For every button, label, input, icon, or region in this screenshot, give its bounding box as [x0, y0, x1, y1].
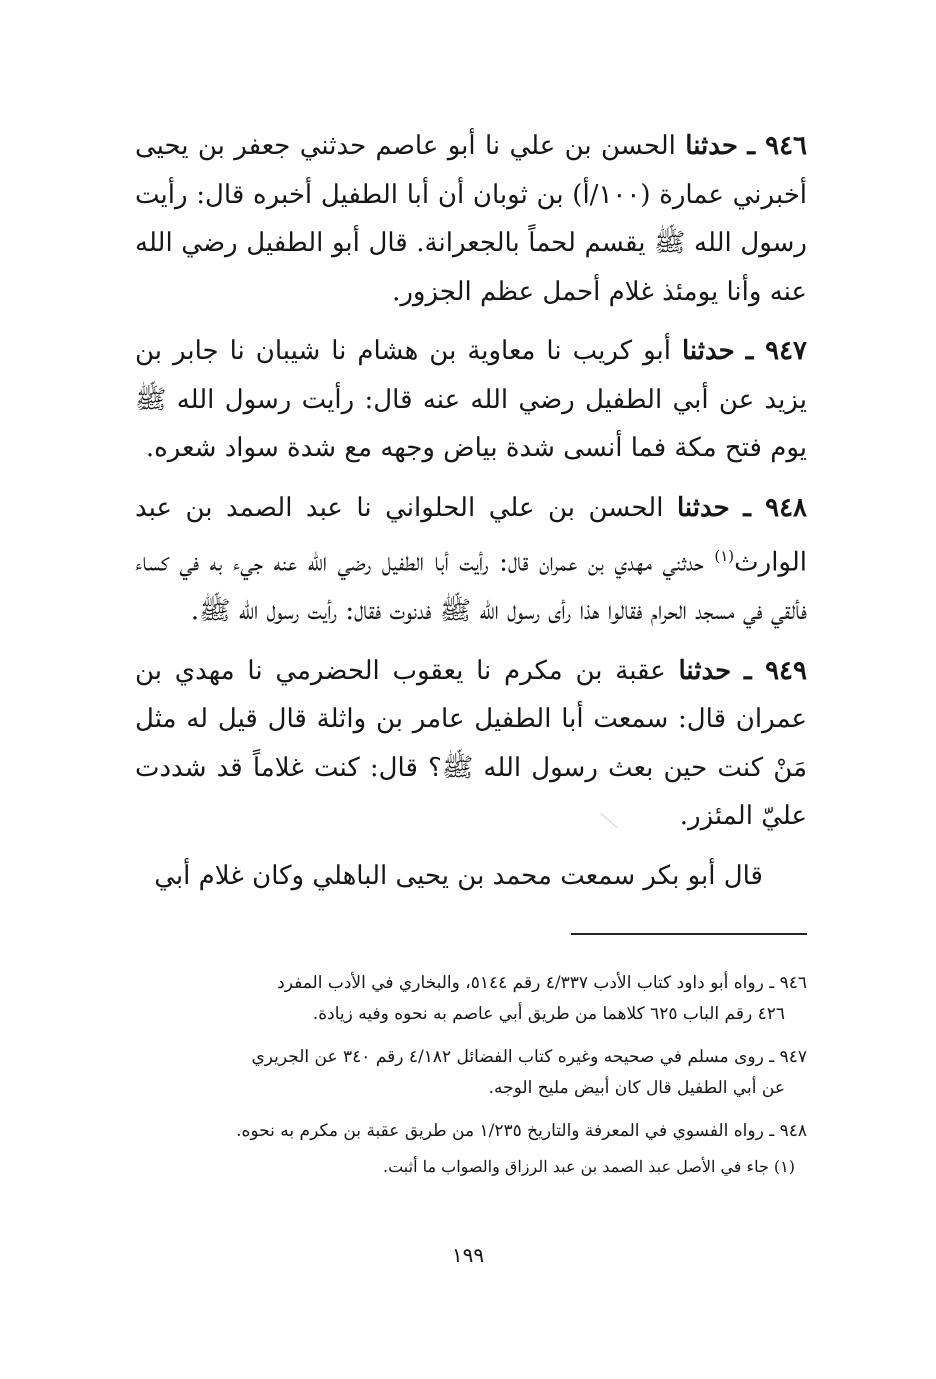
footnote-reference: (١): [714, 547, 735, 565]
hadith-keyword: حدثنا: [685, 131, 738, 161]
footnote-text: روى مسلم في صحيحه وغيره كتاب الفضائل ٤/١٨٢ رقم ٣٤٠ عن الجريري: [251, 1047, 764, 1067]
footnote-947: [135, 1042, 807, 1104]
hadith-number: ٩٤٨ ـ: [743, 492, 808, 523]
footnote-948: [135, 1116, 807, 1147]
hadith-947: [135, 327, 807, 473]
footnotes: [135, 968, 807, 1194]
hadith-text-continued: حدثني مهدي بن عمران قال: رأيت أبا الطفيل رضي الله عنه جيء به في كساء فألقي في مسجد الحرام فقالوا هذا رأى رسول الله ﷺ فدنوت فقال: رأيت رسول الله ﷺ.: [135, 547, 807, 627]
hadith-keyword: حدثنا: [678, 655, 732, 686]
hadith-text: أبو كريب نا معاوية بن هشام نا شيبان نا جابر بن يزيد عن أبي الطفيل رضي الله عنه قال: رأيت رسول الله ﷺ يوم فتح مكة فما أنسى شدة بياض وجهه مع شدة سواد شعره.: [135, 336, 807, 463]
footnote-note-1: (١) جاء في الأصل عبد الصمد بن عبد الرزاق والصواب ما أثبت.: [383, 1157, 795, 1176]
hadith-946: [135, 122, 807, 316]
page-number: ١٩٩: [451, 1243, 485, 1267]
hadith-948: [135, 484, 807, 636]
hadith-text: الحسن بن علي نا أبو عاصم حدثني جعفر بن يحيى أخبرني عمارة (١٠٠/أ) بن ثوبان أن أبا الطفيل أخبره قال: رأيت رسول الله ﷺ يقسم لحماً بالجعرانة. قال أبو الطفيل رضي الله عنه وأنا يومئذ غلام أحمل عظم الجزور.: [135, 131, 807, 307]
footnote-separator: [571, 933, 807, 935]
hadith-keyword: حدثنا: [681, 336, 735, 366]
footnote-text: رواه أبو داود كتاب الأدب ٤/٣٣٧ رقم ٥١٤٤، والبخاري في الأدب المفرد: [277, 973, 764, 993]
footnote-946: [135, 968, 807, 1030]
footnote-number: ٩٤٦ ـ: [769, 973, 807, 993]
hadith-number: ٩٤٧ ـ: [745, 336, 808, 366]
hadith-number: ٩٤٦ ـ: [747, 131, 808, 161]
hadith-949: [135, 647, 807, 841]
footnote-text-continued: ٤٢٦ رقم الباب ٦٢٥ كلاهما من طريق أبي عاصم به نحوه وفيه زيادة.: [312, 1004, 785, 1024]
continuing-paragraph: قال أبو بكر سمعت محمد بن يحيى الباهلي وكان غلام أبي: [154, 860, 763, 891]
footnote-number: ٩٤٧ ـ: [769, 1047, 807, 1067]
hadith-text: عقبة بن مكرم نا يعقوب الحضرمي نا مهدي بن عمران قال: سمعت أبا الطفيل عامر بن واثلة قال قيل له مثل مَنْ كنت حين بعث رسول الله ﷺ؟ قال: كنت غلاماً قد شددت عليّ المئزر.: [135, 655, 807, 832]
main-text: [135, 122, 807, 911]
hadith-text: الحسن بن علي الحلواني نا عبد الصمد بن عبد الوارث: [135, 492, 807, 578]
footnote-text: رواه الفسوي في المعرفة والتاريخ ١/٢٣٥ من طريق عقبة بن مكرم به نحوه.: [236, 1121, 764, 1141]
footnote-number: ٩٤٨ ـ: [769, 1121, 807, 1141]
footnote-text-continued: عن أبي الطفيل قال كان أبيض مليح الوجه.: [488, 1078, 785, 1098]
hadith-keyword: حدثنا: [676, 492, 730, 523]
hadith-number: ٩٤٩ ـ: [743, 655, 807, 686]
